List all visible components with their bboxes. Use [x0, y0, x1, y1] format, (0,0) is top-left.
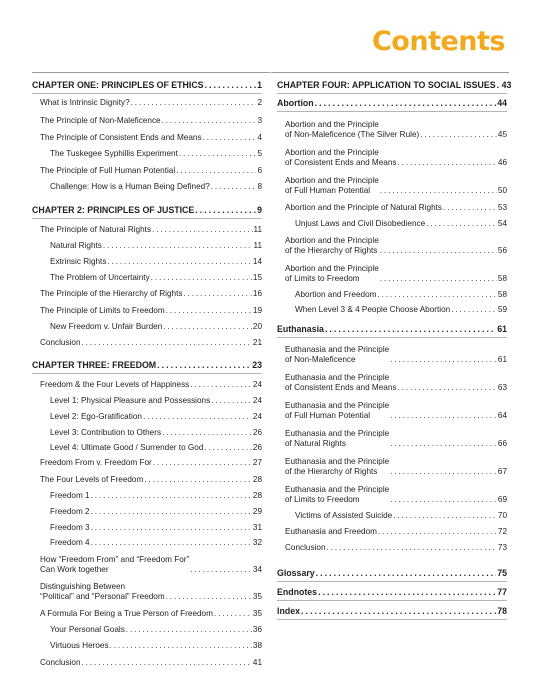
- toc-entry-title: Freedom 1: [50, 491, 90, 500]
- toc-page-number: 31: [252, 523, 262, 532]
- toc-chapter-entry[interactable]: [277, 606, 507, 616]
- toc-entry-title: When Level 3 & 4 People Choose Abortion: [295, 305, 451, 314]
- toc-page-number: 61: [497, 324, 507, 334]
- toc-page-number: 54: [497, 219, 507, 228]
- toc-chapter-entry[interactable]: [277, 80, 512, 90]
- toc-page-number: 67: [497, 467, 507, 476]
- toc-separator: [32, 218, 262, 219]
- toc-leader-dots: [426, 219, 497, 229]
- toc-section-entry[interactable]: [40, 338, 262, 348]
- toc-leader-dots: [204, 443, 252, 453]
- toc-section-entry[interactable]: [285, 401, 507, 421]
- toc-entry-title: Freedom 2: [50, 507, 90, 516]
- toc-entry-title: The Principle of the Hierarchy of Rights: [40, 289, 183, 298]
- toc-leader-dots: [393, 511, 497, 521]
- toc-section-entry[interactable]: [285, 527, 507, 537]
- toc-entry-title: Natural Rights: [50, 241, 102, 250]
- toc-separator: [32, 373, 262, 374]
- toc-entry-title: CHAPTER FOUR: APPLICATION TO SOCIAL ISSUES: [277, 80, 496, 90]
- toc-leader-dots: [390, 467, 497, 477]
- toc-section-entry[interactable]: [40, 116, 262, 126]
- toc-leader-dots: [151, 273, 252, 283]
- toc-leader-dots: [211, 182, 257, 192]
- toc-leader-dots: [195, 205, 256, 215]
- toc-leader-dots: [380, 186, 497, 196]
- toc-page-number: 78: [497, 606, 507, 616]
- toc-leader-dots: [380, 246, 497, 256]
- toc-page-number: 63: [497, 383, 507, 392]
- toc-page-number: 29: [252, 507, 262, 516]
- toc-subsection-entry[interactable]: [295, 511, 507, 521]
- toc-page-number: 28: [252, 491, 262, 500]
- toc-entry-title: Abortion and the Principle of Limits to Freedom: [285, 264, 379, 283]
- toc-entry-title: Virtuous Heroes: [50, 641, 109, 650]
- toc-page-number: 24: [252, 412, 262, 421]
- toc-subsection-entry[interactable]: [50, 396, 262, 406]
- toc-entry-title: Glossary: [277, 568, 315, 578]
- toc-subsection-entry[interactable]: [50, 428, 262, 438]
- toc-entry-title: The Principle of Limits to Freedom: [40, 306, 165, 315]
- toc-page-number: 5: [257, 149, 262, 158]
- toc-leader-dots: [327, 543, 497, 553]
- toc-page-number: 44: [497, 98, 507, 108]
- toc-leader-dots: [390, 495, 497, 505]
- toc-section-entry[interactable]: [40, 658, 262, 668]
- toc-entry-title: Freedom 3: [50, 523, 90, 532]
- toc-leader-dots: [316, 568, 497, 578]
- toc-leader-dots: [301, 606, 496, 616]
- toc-entry-title: The Principle of Non-Maleficence: [40, 116, 161, 125]
- toc-separator: [32, 93, 262, 94]
- toc-separator: [277, 111, 507, 112]
- toc-subsection-entry[interactable]: [50, 641, 262, 651]
- toc-entry-title: Euthanasia and the Principle of Natural Rights: [285, 429, 390, 448]
- toc-section-entry[interactable]: [40, 458, 262, 468]
- toc-section-entry[interactable]: [285, 373, 507, 393]
- toc-section-entry[interactable]: [285, 203, 507, 213]
- toc-section-entry[interactable]: [285, 485, 507, 505]
- header-rule-right: [271, 72, 509, 73]
- toc-subsection-entry[interactable]: [50, 241, 262, 251]
- toc-section-entry[interactable]: [285, 429, 507, 449]
- toc-page-number: 70: [497, 511, 507, 520]
- toc-leader-dots: [91, 538, 252, 548]
- toc-entry-title: CHAPTER THREE: FREEDOM: [32, 360, 157, 370]
- toc-page-number: 4: [257, 133, 262, 142]
- toc-page-number: 2: [257, 98, 262, 107]
- toc-subsection-entry[interactable]: [50, 491, 262, 501]
- toc-subsection-entry[interactable]: [295, 305, 507, 315]
- toc-page-number: 23: [252, 360, 262, 370]
- toc-page-number: 1: [257, 80, 262, 90]
- toc-entry-title: New Freedom v. Unfair Burden: [50, 322, 163, 331]
- toc-subsection-entry[interactable]: [50, 322, 262, 332]
- toc-subsection-entry[interactable]: [50, 273, 262, 283]
- toc-leader-dots: [82, 658, 252, 668]
- toc-page-number: 69: [497, 495, 507, 504]
- toc-page-number: 35: [252, 609, 262, 618]
- toc-section-entry[interactable]: [285, 176, 507, 196]
- toc-page-number: 14: [252, 257, 262, 266]
- toc-subsection-entry[interactable]: [50, 412, 262, 422]
- toc-entry-title: Euthanasia: [277, 324, 324, 334]
- toc-chapter-entry[interactable]: [32, 80, 262, 90]
- toc-separator: [277, 600, 507, 601]
- toc-leader-dots: [103, 241, 253, 251]
- toc-leader-dots: [126, 625, 252, 635]
- toc-entry-title: Abortion and the Principle of Consistent Ends and Means: [285, 148, 397, 167]
- toc-chapter-entry[interactable]: [32, 205, 262, 215]
- toc-leader-dots: [166, 306, 252, 316]
- toc-entry-title: Abortion and the Principle of Natural Rights: [285, 203, 443, 212]
- toc-page-number: 6: [257, 166, 262, 175]
- toc-leader-dots: [190, 380, 252, 390]
- toc-entry-title: Conclusion: [40, 658, 81, 667]
- toc-entry-title: Unjust Laws and Civil Disobedience: [295, 219, 426, 228]
- toc-leader-dots: [131, 98, 257, 108]
- toc-entry-title: Freedom 4: [50, 538, 90, 547]
- toc-entry-title: The Principle of Full Human Potential: [40, 166, 176, 175]
- toc-section-entry[interactable]: [40, 133, 262, 143]
- toc-subsection-entry[interactable]: [50, 538, 262, 548]
- toc-subsection-entry[interactable]: [295, 290, 507, 300]
- toc-entry-title: Abortion and the Principle of Non-Maleficence (The Silver Rule): [285, 120, 420, 139]
- toc-page-number: 26: [252, 428, 262, 437]
- toc-page-number: 32: [252, 538, 262, 547]
- page-title: Contents: [371, 26, 505, 57]
- toc-subsection-entry[interactable]: [50, 625, 262, 635]
- toc-leader-dots: [203, 133, 257, 143]
- toc-leader-dots: [205, 80, 257, 90]
- toc-leader-dots: [144, 475, 252, 485]
- toc-entry-title: Conclusion: [285, 543, 326, 552]
- toc-leader-dots: [390, 411, 497, 421]
- toc-leader-dots: [214, 609, 252, 619]
- toc-entry-title: How “Freedom From” and “Freedom For” Can Work together: [40, 555, 190, 574]
- toc-leader-dots: [380, 274, 497, 284]
- toc-page-number: 11: [253, 225, 262, 234]
- toc-leader-dots: [143, 412, 252, 422]
- toc-entry-title: Abortion: [277, 98, 314, 108]
- toc-subsection-entry[interactable]: [50, 257, 262, 267]
- toc-page-number: 73: [497, 543, 507, 552]
- toc-leader-dots: [443, 203, 497, 213]
- toc-section-entry[interactable]: [40, 225, 262, 235]
- toc-page-number: 64: [497, 411, 507, 420]
- toc-chapter-entry[interactable]: [32, 360, 262, 370]
- toc-entry-title: Euthanasia and the Principle of Consistent Ends and Means: [285, 373, 397, 392]
- toc-leader-dots: [211, 396, 252, 406]
- toc-section-entry[interactable]: [40, 475, 262, 485]
- toc-entry-title: Abortion and the Principle of the Hierarchy of Rights: [285, 236, 379, 255]
- toc-leader-dots: [398, 158, 497, 168]
- toc-entry-title: The Problem of Uncertainty: [50, 273, 150, 282]
- toc-subsection-entry[interactable]: [50, 507, 262, 517]
- toc-page-number: 41: [252, 658, 262, 667]
- toc-separator: [277, 581, 507, 582]
- header-rule-left: [32, 72, 270, 73]
- toc-page-number: 59: [497, 305, 507, 314]
- toc-page-number: 58: [497, 274, 507, 283]
- toc-subsection-entry[interactable]: [50, 182, 262, 192]
- toc-leader-dots: [325, 324, 496, 334]
- toc-page-number: 34: [252, 565, 262, 574]
- toc-section-entry[interactable]: [40, 289, 262, 299]
- toc-separator: [277, 337, 507, 338]
- toc-subsection-entry[interactable]: [295, 219, 507, 229]
- toc-section-entry[interactable]: [285, 148, 507, 168]
- toc-page-number: 15: [252, 273, 262, 282]
- toc-page-number: 53: [497, 203, 507, 212]
- toc-page-number: 8: [257, 182, 262, 191]
- toc-entry-title: Conclusion: [40, 338, 81, 347]
- toc-page-number: 66: [497, 439, 507, 448]
- toc-entry-title: Level 1: Physical Pleasure and Possessions: [50, 396, 211, 405]
- toc-leader-dots: [162, 116, 257, 126]
- toc-entry-title: The Four Levels of Freedom: [40, 475, 144, 484]
- toc-subsection-entry[interactable]: [50, 149, 262, 159]
- toc-entry-title: Endnotes: [277, 587, 318, 597]
- toc-page-number: 72: [497, 527, 507, 536]
- toc-leader-dots: [390, 439, 497, 449]
- toc-leader-dots: [390, 355, 497, 365]
- toc-entry-title: The Tuskegee Syphillis Experiment: [50, 149, 178, 158]
- toc-page-number: 61: [497, 355, 507, 364]
- toc-section-entry[interactable]: [40, 555, 262, 575]
- toc-entry-title: Victims of Assisted Suicide: [295, 511, 393, 520]
- toc-section-entry[interactable]: [40, 166, 262, 176]
- toc-section-entry[interactable]: [40, 582, 262, 602]
- toc-leader-dots: [110, 641, 252, 651]
- toc-page-number: 38: [252, 641, 262, 650]
- toc-entry-title: What is Intrinsic Dignity?: [40, 98, 130, 107]
- toc-entry-title: CHAPTER 2: PRINCIPLES OF JUSTICE: [32, 205, 195, 215]
- toc-page-number: 21: [252, 338, 262, 347]
- toc-entry-title: Level 2: Ego-Gratification: [50, 412, 142, 421]
- toc-entry-title: Freedom & the Four Levels of Happiness: [40, 380, 190, 389]
- toc-page-number: 24: [252, 380, 262, 389]
- toc-leader-dots: [166, 592, 252, 602]
- toc-page-number: 24: [252, 396, 262, 405]
- toc-leader-dots: [377, 290, 496, 300]
- toc-section-entry[interactable]: [40, 98, 262, 108]
- toc-entry-title: Euthanasia and the Principle of Non-Maleficence: [285, 345, 390, 364]
- toc-page-number: 43: [501, 80, 512, 90]
- toc-leader-dots: [183, 289, 251, 299]
- toc-leader-dots: [91, 491, 252, 501]
- toc-leader-dots: [162, 428, 252, 438]
- toc-leader-dots: [451, 305, 497, 315]
- toc-entry-title: Challenge: How is a Human Being Defined?: [50, 182, 210, 191]
- toc-chapter-entry[interactable]: [277, 568, 507, 578]
- toc-entry-title: Level 3: Contribution to Others: [50, 428, 162, 437]
- toc-page-number: 77: [497, 587, 507, 597]
- toc-page-number: 56: [497, 246, 507, 255]
- toc-leader-dots: [152, 225, 252, 235]
- toc-section-entry[interactable]: [285, 457, 507, 477]
- toc-separator: [277, 619, 507, 620]
- toc-page-number: 26: [252, 443, 262, 452]
- toc-page-number: 27: [252, 458, 262, 467]
- toc-section-entry[interactable]: [285, 543, 507, 553]
- toc-chapter-entry[interactable]: [277, 324, 507, 334]
- toc-entry-title: Your Personal Goals: [50, 625, 125, 634]
- toc-leader-dots: [315, 98, 497, 108]
- toc-page-number: 50: [497, 186, 507, 195]
- toc-entry-title: Freedom From v. Freedom For: [40, 458, 152, 467]
- toc-leader-dots: [176, 166, 256, 176]
- toc-entry-title: Euthanasia and the Principle of the Hierarchy of Rights: [285, 457, 390, 476]
- toc-leader-dots: [157, 360, 251, 370]
- toc-leader-dots: [190, 565, 252, 575]
- toc-subsection-entry[interactable]: [50, 523, 262, 533]
- toc-entry-title: CHAPTER ONE: PRINCIPLES OF ETHICS: [32, 80, 204, 90]
- toc-page-number: 36: [252, 625, 262, 634]
- toc-leader-dots: [318, 587, 496, 597]
- toc-entry-title: Abortion and Freedom: [295, 290, 377, 299]
- toc-page-number: 9: [257, 205, 262, 215]
- toc-leader-dots: [420, 130, 497, 140]
- toc-section-entry[interactable]: [40, 380, 262, 390]
- toc-leader-dots: [179, 149, 257, 159]
- toc-page-number: 45: [497, 130, 507, 139]
- toc-leader-dots: [378, 527, 497, 537]
- toc-section-entry[interactable]: [285, 345, 507, 365]
- toc-entry-title: A Formula For Being a True Person of Freedom: [40, 609, 213, 618]
- toc-leader-dots: [107, 257, 251, 267]
- toc-entry-title: Extrinsic Rights: [50, 257, 107, 266]
- toc-leader-dots: [153, 458, 252, 468]
- toc-entry-title: Level 4: Ultimate Good / Surrender to God: [50, 443, 204, 452]
- toc-subsection-entry[interactable]: [50, 443, 262, 453]
- toc-entry-title: Index: [277, 606, 300, 616]
- toc-page-number: 19: [252, 306, 262, 315]
- toc-leader-dots: [163, 322, 252, 332]
- toc-chapter-entry[interactable]: [277, 98, 507, 108]
- toc-chapter-entry[interactable]: [277, 587, 507, 597]
- toc-page-number: 3: [257, 116, 262, 125]
- toc-leader-dots: [398, 383, 497, 393]
- toc-page-number: 75: [497, 568, 507, 578]
- toc-entry-title: Euthanasia and the Principle of Full Human Potential: [285, 401, 390, 420]
- toc-page-number: 35: [252, 592, 262, 601]
- toc-separator: [277, 93, 507, 94]
- toc-page-number: 46: [497, 158, 507, 167]
- toc-entry-title: Distinguishing Between “Political” and “Personal” Freedom: [40, 582, 165, 601]
- toc-entry-title: Abortion and the Principle of Full Human Potential: [285, 176, 379, 195]
- toc-leader-dots: [91, 523, 252, 533]
- toc-page-number: 20: [252, 322, 262, 331]
- toc-page-number: 28: [252, 475, 262, 484]
- toc-page-number: 11: [253, 241, 262, 250]
- toc-leader-dots: [82, 338, 252, 348]
- toc-entry-title: Euthanasia and the Principle of Limits to Freedom: [285, 485, 390, 504]
- toc-entry-title: The Principle of Natural Rights: [40, 225, 152, 234]
- toc-entry-title: Euthanasia and Freedom: [285, 527, 377, 536]
- toc-leader-dots: [91, 507, 252, 517]
- toc-page-number: 16: [252, 289, 262, 298]
- toc-entry-title: The Principle of Consistent Ends and Means: [40, 133, 202, 142]
- toc-section-entry[interactable]: [285, 120, 507, 140]
- toc-page-number: 58: [497, 290, 507, 299]
- toc-section-entry[interactable]: [40, 306, 262, 316]
- toc-section-entry[interactable]: [40, 609, 262, 619]
- toc-section-entry[interactable]: [285, 236, 507, 256]
- toc-leader-dots: [497, 80, 501, 90]
- toc-section-entry[interactable]: [285, 264, 507, 284]
